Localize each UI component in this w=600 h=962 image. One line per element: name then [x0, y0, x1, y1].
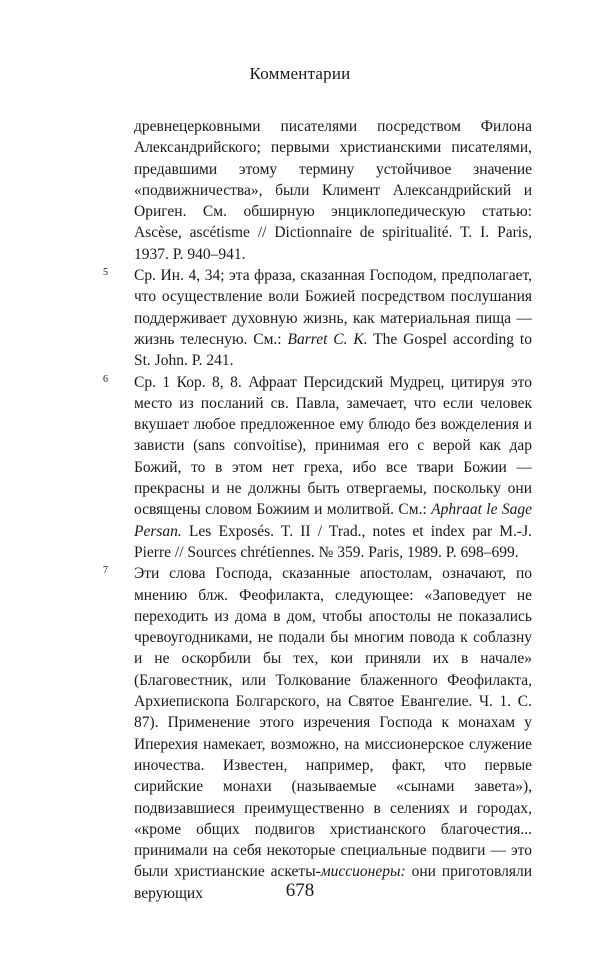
note-number: 5 [103, 267, 108, 279]
note-number: 6 [103, 373, 108, 385]
page-number: 678 [285, 880, 315, 901]
note-continuation [134, 116, 532, 265]
note-author-italic: Aphraat le Sage Persan. [134, 501, 532, 540]
note-5 [103, 265, 532, 371]
note-emphasis-italic: миссионеры: [320, 863, 406, 881]
note-number: 7 [103, 565, 108, 577]
note-text: Ср. Ин. 4, 34; эта фраза, сказанная Господом, предполагает, что осуществление воли Божией посредством послушания поддерживает духовную жизнь, как материальная пища — жизнь телесную. См.: [134, 267, 532, 348]
note-7 [103, 563, 533, 904]
note-6 [103, 372, 532, 564]
note-text-cont: они приготовляли верующих [134, 863, 533, 902]
note-text: Эти слова Господа, сказанные апостолам, означают, по мнению блж. Феофилакта, следующее: «Заповедует не переходить из дома в дом, чтобы апостолы не показались чревоугодниками, не подали бы многим повода к соблазну и не оскорбили бы тех, кои приняли их в начале» (Благовестник, или Толкование блаженного Феофилакта, Архиепископа Болгарского, на Святое Евангелие. Ч. 1. С. 87). Применение этого изречения Господа к монахам у Иперехия намекает, возможно, на миссионерское служение иночества. Известен, например, факт, что первые сирийские монахи (называемые «сынами завета»), подвизавшиеся преимущественно в селениях и городах, «кроме общих подвигов христианского благочестия... принимали на себя некоторые специальные подвиги — это были христианские аскеты- [134, 565, 532, 881]
endnotes [103, 116, 533, 904]
note-text: Ср. 1 Кор. 8, 8. Афраат Персидский Мудрец, цитируя это место из посланий св. Павла, замечает, что если человек вкушает любое предложенное ему блюдо без вожделения и зависти (sans convoitise), принимая его с верой как дар Божий, то в этом нет греха, ибо все твари Божии — прекрасны и не должны быть отвергаемы, поскольку они освящены словом Божиим и молитвой. См.: [134, 373, 532, 519]
note-text-cont: The Gospel according to St. John. P. 241. [134, 330, 532, 370]
note-text-cont: Les Exposés. T. II / Trad., notes et index par M.-J. Pierre // Sources chrétiennes. № 359. Paris, 1989. P. 698–699. [134, 522, 532, 561]
note-text: древнецерковными писателями посредством Филона Александрийского; первыми христианскими писателями, предавшими этому термину устойчивое значение «подвижничества», были Климент Александрийский и Ориген. См. обширную энциклопедическую статью: Ascèse, ascétisme // Dictionnaire de spiritualité. T. I. Paris, 1937. P. 940–941. [134, 118, 532, 263]
note-author-italic: Barret C. K. [287, 330, 368, 348]
running-head: Комментарии [249, 64, 351, 83]
